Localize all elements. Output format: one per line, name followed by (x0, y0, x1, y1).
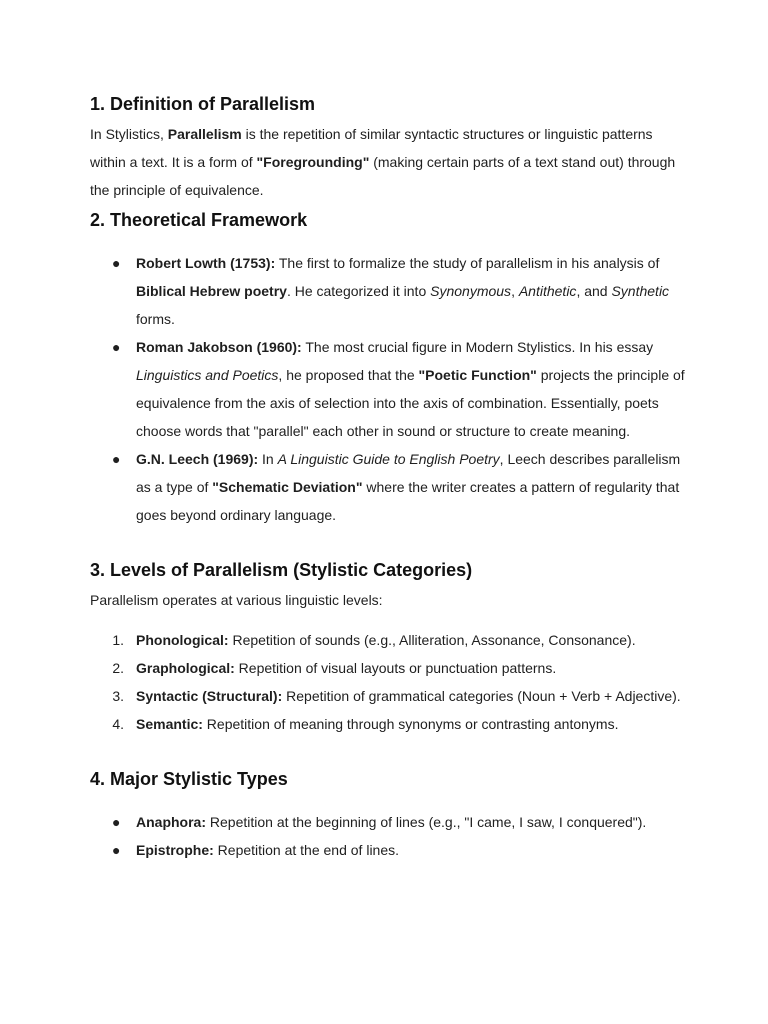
italic-term: Synonymous (430, 283, 512, 299)
levels-list (90, 626, 690, 738)
text-run: , Leech describes parallelism as a type of (136, 451, 681, 495)
section-3-heading: 3. Levels of Parallelism (Stylistic Categories) (90, 560, 473, 580)
bold-term: Syntactic (Structural): (136, 688, 283, 704)
text-run: Repetition at the beginning of lines (e.g., "I came, I saw, I conquered"). (206, 814, 647, 830)
text-run: The most crucial figure in Modern Stylistics. In his essay (301, 339, 654, 355)
section-1-heading: 1. Definition of Parallelism (90, 94, 316, 114)
text-run: The first to formalize the study of parallelism in his analysis of (275, 255, 660, 271)
list-item (90, 710, 690, 738)
text-run: , (511, 283, 519, 299)
italic-term: A Linguistic Guide to English Poetry (277, 451, 500, 467)
bullet-icon: ● (112, 814, 121, 830)
theoretical-framework-list (90, 249, 690, 529)
bold-term: Biblical Hebrew poetry (136, 283, 287, 299)
stylistic-types-list (90, 808, 690, 864)
list-item (90, 445, 690, 529)
bold-term: "Foregrounding" (256, 154, 370, 170)
bold-term: Phonological: (136, 632, 229, 648)
text-run: In (258, 451, 278, 467)
section-3-intro: Parallelism operates at various linguistic levels: (90, 592, 383, 608)
section-2-heading: 2. Theoretical Framework (90, 210, 308, 230)
bullet-icon: ● (112, 339, 121, 355)
bullet-icon: ● (112, 255, 121, 271)
list-item (90, 682, 690, 710)
text-run: projects the principle of equivalence from the axis of selection into the axis of combination. Essentially, poets choose words that "parallel" each other in sound or structure to create meaning. (136, 367, 685, 439)
list-item (90, 654, 690, 682)
list-item (90, 249, 690, 333)
document-content (90, 90, 690, 864)
list-item (90, 626, 690, 654)
text-run: where the writer creates a pattern of regularity that goes beyond ordinary language. (136, 479, 680, 523)
text-run: is the repetition of similar syntactic structures or linguistic patterns within a text. It is a form of (90, 126, 653, 170)
list-number: 1. (112, 632, 124, 648)
text-run: Repetition of grammatical categories (Noun + Verb + Adjective). (282, 688, 681, 704)
bold-term: Robert Lowth (1753): (136, 255, 276, 271)
bold-term: Semantic: (136, 716, 203, 732)
text-run: , he proposed that the (278, 367, 419, 383)
bold-term: Epistrophe: (136, 842, 214, 858)
text-run: Repetition at the end of lines. (213, 842, 400, 858)
text-run: (making certain parts of a text stand out) through the principle of equivalence. (90, 154, 676, 198)
bold-term: Roman Jakobson (1960): (136, 339, 302, 355)
bold-term: "Poetic Function" (418, 367, 537, 383)
text-run: In Stylistics, (90, 126, 168, 142)
list-number: 2. (112, 660, 124, 676)
bold-term: Anaphora: (136, 814, 206, 830)
list-number: 4. (112, 716, 124, 732)
bold-term: "Schematic Deviation" (212, 479, 363, 495)
italic-term: Linguistics and Poetics (136, 367, 279, 383)
text-run: . He categorized it into (286, 283, 431, 299)
text-run: forms. (136, 311, 175, 327)
bullet-icon: ● (112, 842, 121, 858)
section-4-heading: 4. Major Stylistic Types (90, 769, 288, 789)
list-item (90, 808, 690, 836)
section-1-paragraph (90, 120, 690, 204)
list-item (90, 333, 690, 445)
text-run: Repetition of meaning through synonyms or contrasting antonyms. (202, 716, 619, 732)
text-run: , and (576, 283, 612, 299)
text-run: Repetition of visual layouts or punctuation patterns. (234, 660, 557, 676)
bullet-icon: ● (112, 451, 121, 467)
italic-term: Antithetic (518, 283, 577, 299)
bold-term: Parallelism (167, 126, 242, 142)
bold-term: Graphological: (136, 660, 235, 676)
bold-term: G.N. Leech (1969): (136, 451, 259, 467)
italic-term: Synthetic (611, 283, 670, 299)
text-run: Repetition of sounds (e.g., Alliteration, Assonance, Consonance). (228, 632, 636, 648)
list-item (90, 836, 690, 864)
list-number: 3. (112, 688, 124, 704)
